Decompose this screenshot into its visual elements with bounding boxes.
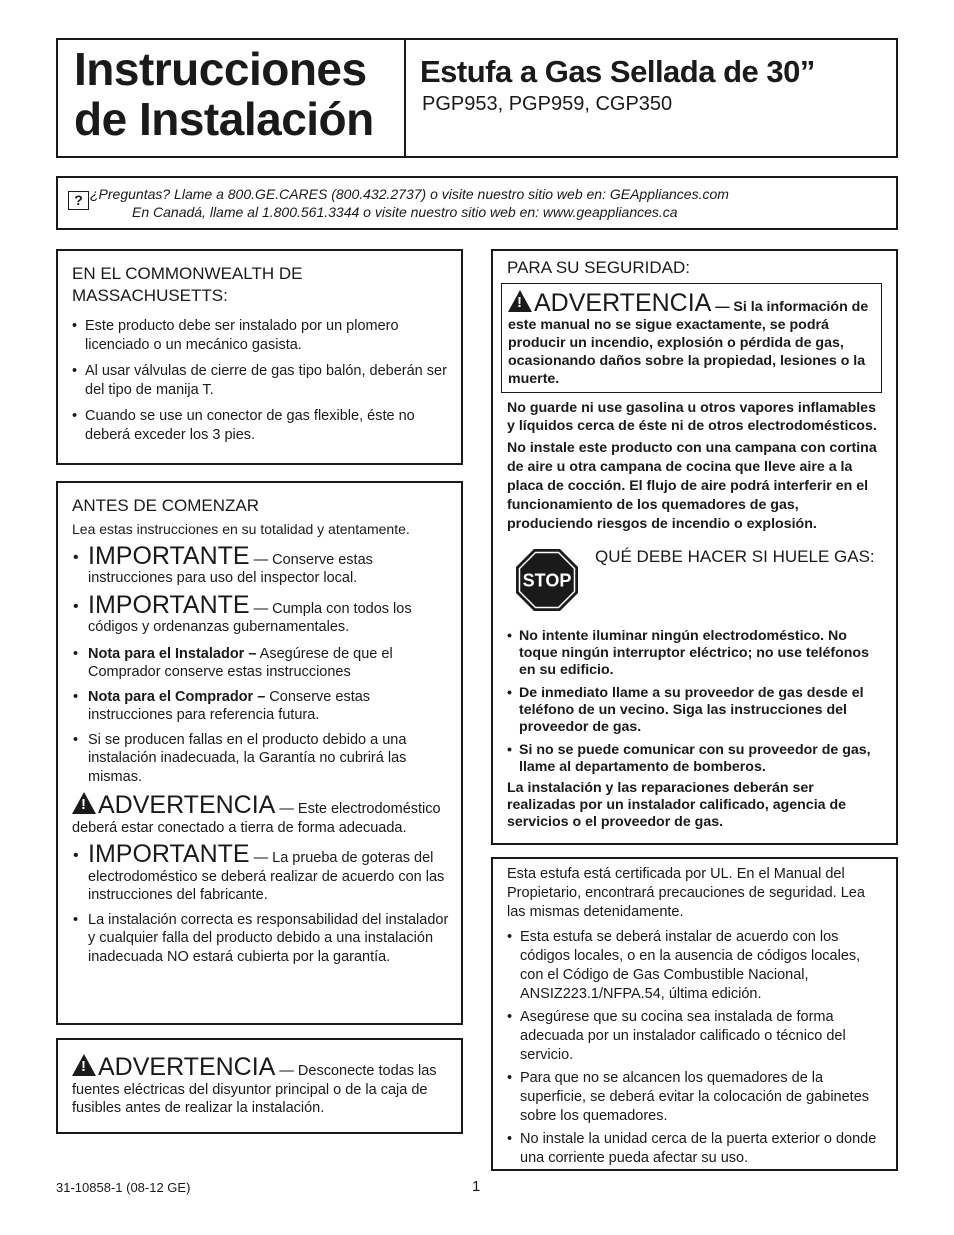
title-line-1: Instrucciones xyxy=(74,43,367,95)
disconnect-warning-text xyxy=(72,1054,449,1118)
warning-label: ADVERTENCIA xyxy=(534,289,712,317)
list-item: • Este producto debe ser instalado por un plomero licenciado o un mecánico gasista. xyxy=(72,317,447,354)
questions-line-2: En Canadá, llame al 1.800.561.3344 o visite nuestro sitio web en: www.geappliances.ca xyxy=(132,204,678,220)
stop-sign-icon xyxy=(515,548,579,612)
important-note xyxy=(72,543,449,588)
list-item: • Al usar válvulas de cierre de gas tipo balón, deberán ser del tipo de manija T. xyxy=(72,362,447,399)
important-label: IMPORTANTE xyxy=(88,541,250,570)
massachusetts-heading-line-1: EN EL COMMONWEALTH DE xyxy=(72,264,303,283)
warning-label: ADVERTENCIA xyxy=(98,791,276,819)
warning-text: — Si la información de este manual no se sigue exactamente, se podrá producir un incendio, explosión o pérdida de gas, ocasionando daños sobre la propiedad, lesiones o la muerte. xyxy=(508,299,869,387)
installation-note: • La instalación correcta es responsabilidad del instalador y cualquier falla del producto debido a una instalación inadecuada NO estará cubierta por la garantía. xyxy=(72,911,449,967)
important-text: — Cumpla con todos los códigos y ordenanzas gubernamentales. xyxy=(88,600,412,635)
questions-banner xyxy=(56,176,898,230)
model-numbers: PGP953, PGP959, CGP350 xyxy=(422,93,673,115)
installer-note-text: Asegúrese de que el Comprador conserve estas instrucciones xyxy=(88,645,393,680)
massachusetts-section xyxy=(56,249,463,465)
important-label: IMPORTANTE xyxy=(88,840,250,868)
safety-section xyxy=(491,249,898,845)
important-text: — La prueba de goteras del electrodoméstico se deberá realizar de acuerdo con las instrucciones del fabricante. xyxy=(88,850,445,903)
main-warning-box xyxy=(501,283,882,393)
ul-certification-section xyxy=(491,857,898,1171)
product-header xyxy=(408,40,896,156)
warning-triangle-icon xyxy=(508,290,532,312)
important-note xyxy=(72,841,449,905)
safety-heading: PARA SU SEGURIDAD: xyxy=(507,258,690,277)
document-title xyxy=(58,40,406,156)
antes-intro: Lea estas instrucciones en su totalidad y atentamente. xyxy=(72,521,410,537)
massachusetts-heading xyxy=(72,263,447,307)
hood-warning: No instale este producto con una campana con cortina de aire u otra campana de cocina que lleve aire a la placa de cocción. El flujo de aire podrá interferir en el funcionamiento de los quemadores de gas, produciendo riesgos de incendio o explosión. xyxy=(507,440,877,532)
installer-note-label: Nota para el Instalador – xyxy=(88,645,257,662)
important-note xyxy=(72,592,449,637)
ground-warning xyxy=(72,792,449,837)
gasoline-warning: No guarde ni use gasolina u otros vapores inflamables y líquidos cerca de éste ni de otros electrodomésticos. xyxy=(507,400,877,434)
document-code: 31-10858-1 (08-12 GE) xyxy=(56,1180,191,1195)
product-title: Estufa a Gas Sellada de 30” xyxy=(420,54,815,89)
massachusetts-heading-line-2: MASSACHUSETTS: xyxy=(72,286,228,305)
buyer-note-text: Conserve estas instrucciones para referencia futura. xyxy=(88,688,371,723)
list-item: • Para que no se alcancen los quemadores de la superficie, se deberá evitar la colocación de gabinetes sobre los quemadores. xyxy=(507,1069,882,1126)
service-note: La instalación y las reparaciones deberán ser realizadas por un instalador calificado, agencia de servicios o el proveedor de gas. xyxy=(507,780,847,830)
warranty-note: • Si se producen fallas en el producto debido a una instalación inadecuada, la Garantía no cubrirá las mismas. xyxy=(72,731,449,787)
title-line-2: de Instalación xyxy=(74,93,374,145)
buyer-note xyxy=(72,688,449,725)
ul-intro: Esta estufa está certificada por UL. En el Manual del Propietario, encontrará precauciones de seguridad. Lea las mismas detenidamente. xyxy=(507,866,865,920)
list-item: • Cuando se use un conector de gas flexible, éste no deberá exceder los 3 pies. xyxy=(72,407,447,444)
disconnect-warning xyxy=(56,1038,463,1134)
antes-heading: ANTES DE COMENZAR xyxy=(72,496,260,515)
warning-triangle-icon xyxy=(72,792,96,814)
header xyxy=(56,38,898,158)
gas-smell-section xyxy=(507,540,884,624)
warning-text: — Este electrodoméstico deberá estar conectado a tierra de forma adecuada. xyxy=(72,801,441,836)
list-item: • No intente iluminar ningún electrodoméstico. No toque ningún interruptor eléctrico; no use teléfonos en su edificio. xyxy=(507,628,884,679)
list-item: • De inmediato llame a su proveedor de gas desde el teléfono de un vecino. Siga las instrucciones del proveedor de gas. xyxy=(507,685,884,736)
list-item: • Esta estufa se deberá instalar de acuerdo con los códigos locales, o en la ausencia de códigos locales, con el Código de Gas Combustible Nacional, ANSIZ223.1/NFPA.54, última edición. xyxy=(507,928,882,1004)
installer-note xyxy=(72,645,449,682)
important-text: — Conserve estas instrucciones para uso del inspector local. xyxy=(88,551,373,586)
warning-label: ADVERTENCIA xyxy=(98,1053,276,1081)
list-item: • Asegúrese que su cocina sea instalada de forma adecuada por un instalador calificado o técnico del servicio. xyxy=(507,1008,882,1065)
important-label: IMPORTANTE xyxy=(88,590,250,619)
buyer-note-label: Nota para el Comprador – xyxy=(88,688,266,705)
page-number: 1 xyxy=(472,1178,481,1195)
gas-smell-heading: QUÉ DEBE HACER SI HUELE GAS: xyxy=(595,547,875,566)
warning-triangle-icon xyxy=(72,1054,96,1076)
list-item: • No instale la unidad cerca de la puerta exterior o donde una corriente pueda afectar su uso. xyxy=(507,1130,882,1168)
stop-sign-text: STOP xyxy=(522,570,572,591)
list-item: • Si no se puede comunicar con su proveedor de gas, llame al departamento de bomberos. xyxy=(507,742,884,776)
questions-line-1: ¿Preguntas? Llame a 800.GE.CARES (800.432.2737) o visite nuestro sitio web en: GEAppliances.com xyxy=(90,186,729,202)
antes-section xyxy=(56,481,463,1025)
main-warning-text xyxy=(508,290,875,388)
question-mark-icon: ? xyxy=(68,191,89,210)
warning-text: — Desconecte todas las fuentes eléctricas del disyuntor principal o de la caja de fusibles antes de realizar la instalación. xyxy=(72,1063,437,1116)
